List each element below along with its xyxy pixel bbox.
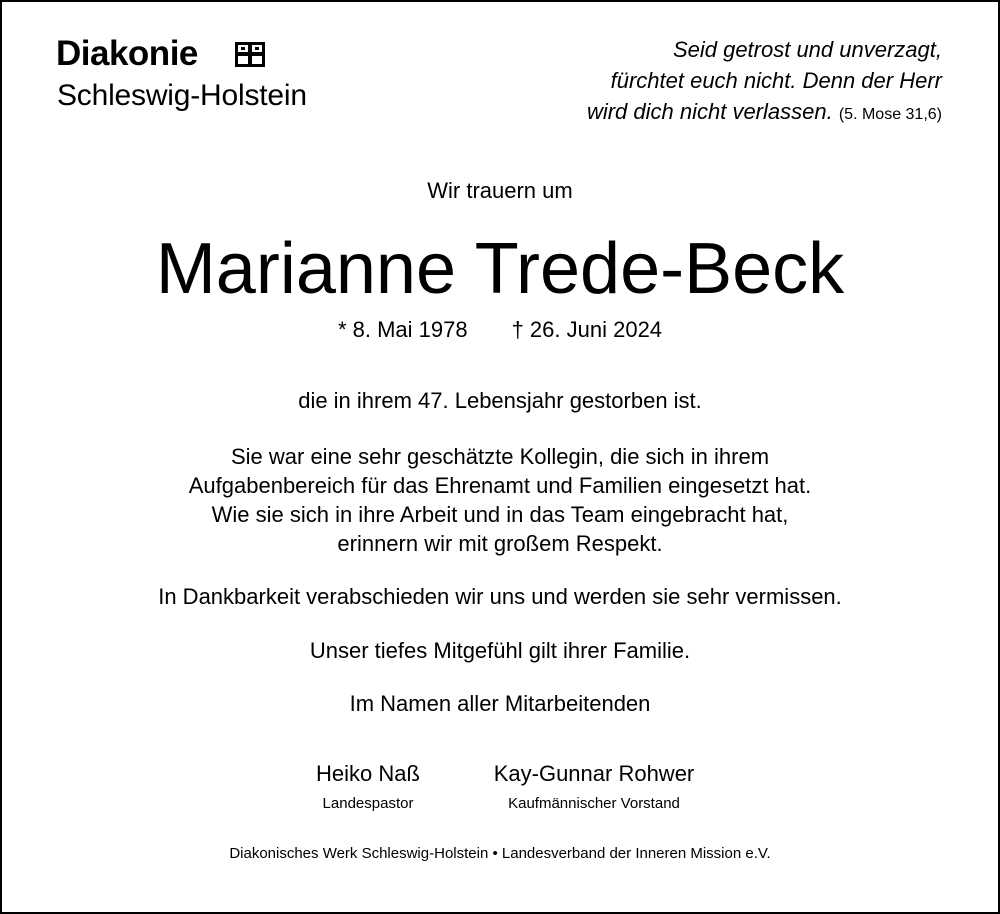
tribute-line: Aufgabenbereich für das Ehrenamt und Familien eingesetzt hat. (188, 473, 812, 498)
life-dates (2, 317, 998, 343)
birth-date: * 8. Mai 1978 (337, 317, 468, 342)
farewell-text: In Dankbarkeit verabschieden wir uns und werden sie sehr vermissen. (158, 584, 842, 609)
on-behalf-text: Im Namen aller Mitarbeitenden (349, 691, 651, 716)
verse-line: Seid getrost und unverzagt, (672, 37, 942, 62)
verse-line (587, 96, 942, 130)
tribute-line: Sie war eine sehr geschätzte Kollegin, die sich in ihrem (230, 444, 770, 469)
signatory-name: Kay-Gunnar Rohwer (493, 761, 695, 786)
verse-line: fürchtet euch nicht. Denn der Herr (610, 68, 942, 93)
tribute-text (2, 442, 998, 558)
intro-text: Wir trauern um (427, 178, 573, 203)
signatory-role: Kaufmännischer Vorstand (508, 795, 680, 812)
signatory (474, 761, 714, 812)
signatory-role: Landespastor (322, 795, 414, 812)
diakonie-cross-icon (235, 42, 265, 67)
verse-reference: (5. Mose 31,6) (838, 106, 942, 123)
signatory (268, 761, 468, 812)
logo-region: Schleswig-Holstein (57, 79, 307, 112)
footer-text: Diakonisches Werk Schleswig-Holstein • Landesverband der Inneren Mission e.V. (229, 845, 771, 862)
sympathy-text: Unser tiefes Mitgefühl gilt ihrer Familie. (309, 638, 691, 663)
age-line: die in ihrem 47. Lebensjahr gestorben ist. (298, 388, 702, 413)
death-date: † 26. Juni 2024 (511, 317, 663, 342)
logo-wordmark: Diakonie (56, 34, 198, 73)
deceased-name: Marianne Trede-Beck (155, 229, 845, 309)
bible-verse (587, 34, 942, 130)
verse-line-text: wird dich nicht verlassen. (586, 99, 833, 124)
signatory-name: Heiko Naß (316, 761, 420, 786)
tribute-line: erinnern wir mit großem Respekt. (337, 531, 663, 556)
tribute-line: Wie sie sich in ihre Arbeit und in das Team eingebracht hat, (211, 502, 789, 527)
